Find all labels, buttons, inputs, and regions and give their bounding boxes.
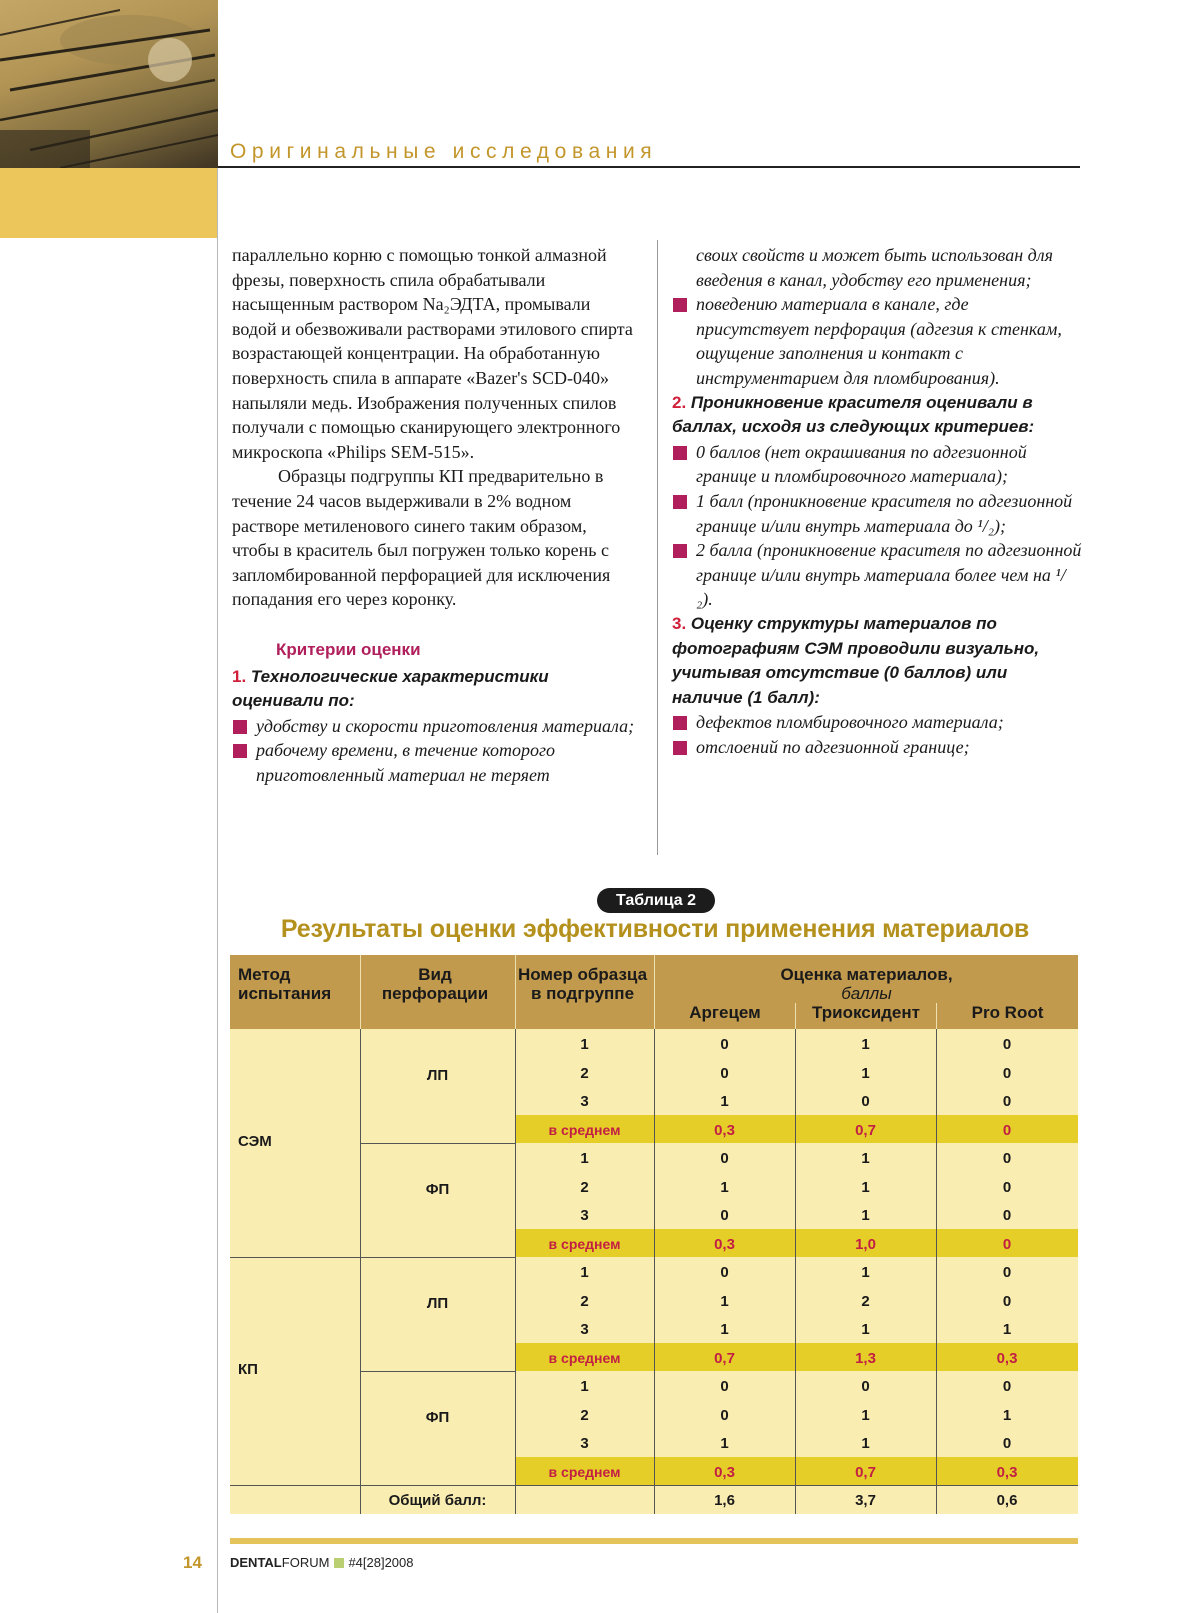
total-value: 0,6 xyxy=(996,1492,1018,1509)
list-item-text: 0 баллов (нет окрашивания по адгезионной границе и пломбировочного материала); xyxy=(696,441,1027,487)
column-separator xyxy=(936,1029,937,1514)
average-value: 0,3 xyxy=(714,1463,735,1481)
table-cell: 2 xyxy=(580,1178,589,1196)
table-header xyxy=(230,955,1078,1029)
table-cell: 2 xyxy=(580,1406,589,1424)
average-value: 0,3 xyxy=(714,1235,735,1253)
header-material-2: Триоксидент xyxy=(812,1003,920,1022)
issue-number: #4[28]2008 xyxy=(348,1555,414,1570)
table-cell: 0 xyxy=(861,1093,870,1110)
average-label: в среднем xyxy=(548,1349,621,1366)
total-value: 3,7 xyxy=(855,1492,876,1509)
method-label: СЭМ xyxy=(238,1133,272,1150)
table-cell: 3 xyxy=(580,1093,589,1110)
brand-regular: FORUM xyxy=(281,1555,330,1570)
table-cell: 0 xyxy=(1002,1036,1012,1053)
header-perforation: Вид перфорации xyxy=(381,965,489,1003)
perforation-label: ФП xyxy=(425,1181,450,1198)
table-cell: 0 xyxy=(720,1036,729,1053)
bullet-square-icon xyxy=(233,744,247,758)
gold-side-block xyxy=(0,168,218,238)
list-item-text: дефектов пломбировочного материала; xyxy=(696,712,1004,733)
row-separator xyxy=(360,1371,515,1372)
header-separator xyxy=(654,955,655,1029)
perforation-label: ЛП xyxy=(426,1295,449,1312)
perforation-label: ЛП xyxy=(426,1067,449,1084)
margin-rule xyxy=(217,168,218,1613)
total-label: Общий балл: xyxy=(388,1492,487,1509)
row-separator xyxy=(230,1257,515,1258)
column-divider xyxy=(657,240,658,855)
table-cell: 1 xyxy=(580,1378,589,1395)
brand-bold: DENTAL xyxy=(230,1555,282,1570)
table-cell: 1 xyxy=(580,1036,589,1053)
list-item xyxy=(672,489,1082,538)
table-cell: 1 xyxy=(720,1435,729,1452)
criterion-3 xyxy=(672,612,1082,710)
table-cell: 0 xyxy=(1002,1150,1012,1167)
right-column xyxy=(672,243,1082,759)
list-item xyxy=(672,538,1082,612)
header-rule xyxy=(218,166,1080,168)
results-table xyxy=(230,955,1078,1514)
list-item xyxy=(232,738,637,787)
row-separator xyxy=(360,1143,515,1144)
list-item-text: удобству и скорости приготовления материала; xyxy=(256,715,635,736)
table-cell: 0 xyxy=(720,1150,729,1167)
average-value: 0,3 xyxy=(996,1349,1018,1367)
table-cell: 1 xyxy=(861,1178,870,1196)
header-separator xyxy=(360,955,361,1029)
table-cell: 0 xyxy=(1002,1292,1012,1310)
table-cell: 0 xyxy=(1002,1093,1012,1110)
table-cell: 0 xyxy=(1002,1264,1012,1281)
average-value: 0,7 xyxy=(855,1121,876,1139)
header-separator xyxy=(515,955,516,1029)
table-body xyxy=(230,1029,1078,1514)
table-cell: 1 xyxy=(1002,1321,1012,1338)
footer-bar xyxy=(230,1538,1078,1544)
brand-square-icon xyxy=(334,1558,344,1568)
list-item-text: 2 балла (проникновение красителя по адгезионной границе и/или внутрь материала более чем на ¹/₂). xyxy=(696,540,1082,610)
table-cell: 1 xyxy=(861,1150,870,1167)
table-cell: 0 xyxy=(1002,1178,1012,1196)
average-label: в среднем xyxy=(548,1463,621,1480)
table-cell: 1 xyxy=(580,1150,589,1167)
average-value: 0,7 xyxy=(714,1349,735,1367)
table-cell: 0 xyxy=(1002,1435,1012,1452)
column-separator xyxy=(654,1029,655,1514)
header-sample: Номер образца в подгруппе xyxy=(517,965,648,1003)
header-separator xyxy=(795,1003,796,1029)
table-cell: 1 xyxy=(861,1064,870,1082)
header-separator xyxy=(936,1003,937,1029)
paragraph-2: Образцы подгруппы КП предварительно в течение 24 часов выдерживали в 2% водном растворе метиленового синего таким образом, чтобы в краситель был погружен только корень с запломбированной перфорацией для исключения попадания его через коронку. xyxy=(232,466,611,610)
criterion-3-number: 3. xyxy=(672,613,687,633)
bullet-square-icon xyxy=(673,716,687,730)
table-cell: 1 xyxy=(720,1321,729,1338)
list-item-continued: своих свойств и может быть использован для введения в канал, удобству его применения; xyxy=(696,245,1053,290)
table-cell: 1 xyxy=(861,1264,870,1281)
table-cell: 3 xyxy=(580,1321,589,1338)
table-cell: 1 xyxy=(861,1036,870,1053)
table-cell: 0 xyxy=(720,1406,729,1424)
average-value: 0 xyxy=(1002,1121,1012,1139)
bullet-square-icon xyxy=(673,495,687,509)
left-column xyxy=(232,243,637,787)
journal-brand xyxy=(230,1555,414,1570)
criterion-2-text: Проникновение красителя оценивали в баллах, исходя из следующих критериев: xyxy=(672,392,1035,437)
method-label: КП xyxy=(238,1361,258,1378)
table-cell: 1 xyxy=(861,1207,870,1224)
list-item xyxy=(672,710,1082,735)
list-item xyxy=(232,714,637,739)
bullet-square-icon xyxy=(673,298,687,312)
column-separator xyxy=(795,1029,796,1514)
list-item-text: рабочему времени, в течение которого приготовленный материал не теряет xyxy=(256,740,556,785)
table-cell: 1 xyxy=(861,1321,870,1338)
list-item-text: поведению материала в канале, где присутствует перфорация (адгезия к стенкам, ощущение заполнения и контакт с инструментарием для пломбирования). xyxy=(696,294,1062,388)
header-evaluation: Оценка материалов, xyxy=(780,965,953,984)
criterion-2-number: 2. xyxy=(672,392,687,412)
table-cell: 2 xyxy=(861,1292,870,1310)
list-item xyxy=(672,440,1082,489)
paragraph-1: параллельно корню с помощью тонкой алмазной фрезы, поверхность спила обрабатывали насыщенным раствором Na₂ЭДТА, промывали водой и обезвоживали растворами этилового спирта возрастающей концентрации. На обработанную поверхность спила в аппарате «Bazer's SCD-040» напыляли медь. Изображения полученных спилов получали с помощью сканирующего электронного микроскопа «Philips SEM-515». xyxy=(232,245,633,462)
table-cell: 3 xyxy=(580,1435,589,1452)
table-cell: 1 xyxy=(720,1093,729,1110)
page-number: 14 xyxy=(183,1553,202,1572)
average-value: 0 xyxy=(1002,1235,1012,1253)
bullet-square-icon xyxy=(673,741,687,755)
average-value: 0,3 xyxy=(996,1463,1018,1481)
table-cell: 1 xyxy=(580,1264,589,1281)
table-cell: 1 xyxy=(720,1292,729,1310)
average-value: 0,3 xyxy=(714,1121,735,1139)
table-cell: 0 xyxy=(1002,1064,1012,1082)
column-separator xyxy=(360,1029,361,1514)
table-cell: 0 xyxy=(720,1064,729,1082)
average-label: в среднем xyxy=(548,1121,621,1138)
header-method: Метод испытания xyxy=(238,965,332,1003)
table-title: Результаты оценки эффективности применения материалов xyxy=(280,915,1030,943)
header-photo xyxy=(0,0,218,168)
criterion-3-text: Оценку структуры материалов по фотографиям СЭМ проводили визуально, учитывая отсутствие (0 баллов) или наличие (1 балл): xyxy=(672,613,1040,707)
table-cell: 2 xyxy=(580,1064,589,1082)
table-cell: 0 xyxy=(720,1207,729,1224)
table-cell: 1 xyxy=(861,1406,870,1424)
table-cell: 0 xyxy=(1002,1207,1012,1224)
header-material-3: Pro Root xyxy=(971,1003,1044,1022)
average-value: 1,3 xyxy=(855,1349,876,1367)
criterion-2 xyxy=(672,391,1082,440)
bullet-square-icon xyxy=(233,720,247,734)
list-item xyxy=(672,735,1082,760)
total-value: 1,6 xyxy=(714,1492,735,1509)
list-item-text: 1 балл (проникновение красителя по адгезионной границе и/или внутрь материала до ¹/₂); xyxy=(696,490,1073,536)
average-label: в среднем xyxy=(548,1235,621,1252)
list-item xyxy=(672,292,1082,390)
criterion-1 xyxy=(232,665,637,714)
table-cell: 0 xyxy=(720,1264,729,1281)
header-evaluation-unit: баллы xyxy=(841,984,892,1003)
average-value: 0,7 xyxy=(855,1463,876,1481)
table-cell: 0 xyxy=(720,1378,729,1395)
list-item-text: отслоений по адгезионной границе; xyxy=(696,736,970,757)
bullet-square-icon xyxy=(673,446,687,460)
table-cell: 1 xyxy=(720,1178,729,1196)
criterion-1-number: 1. xyxy=(232,666,247,686)
bullet-square-icon xyxy=(673,544,687,558)
column-separator xyxy=(515,1029,516,1514)
average-value: 1,0 xyxy=(855,1235,876,1253)
criteria-heading: Критерии оценки xyxy=(276,639,421,659)
table-cell: 0 xyxy=(1002,1378,1012,1395)
table-cell: 1 xyxy=(1002,1406,1012,1424)
perforation-label: ФП xyxy=(425,1409,450,1426)
table-cell: 0 xyxy=(861,1378,870,1395)
table-cell: 2 xyxy=(580,1292,589,1310)
section-title: Оригинальные исследования xyxy=(230,140,658,163)
criterion-1-text: Технологические характеристики оценивали по: xyxy=(232,666,549,711)
table-cell: 1 xyxy=(861,1435,870,1452)
header-material-1: Аргецем xyxy=(689,1003,761,1022)
table-badge: Таблица 2 xyxy=(597,888,715,913)
table-cell: 3 xyxy=(580,1207,589,1224)
